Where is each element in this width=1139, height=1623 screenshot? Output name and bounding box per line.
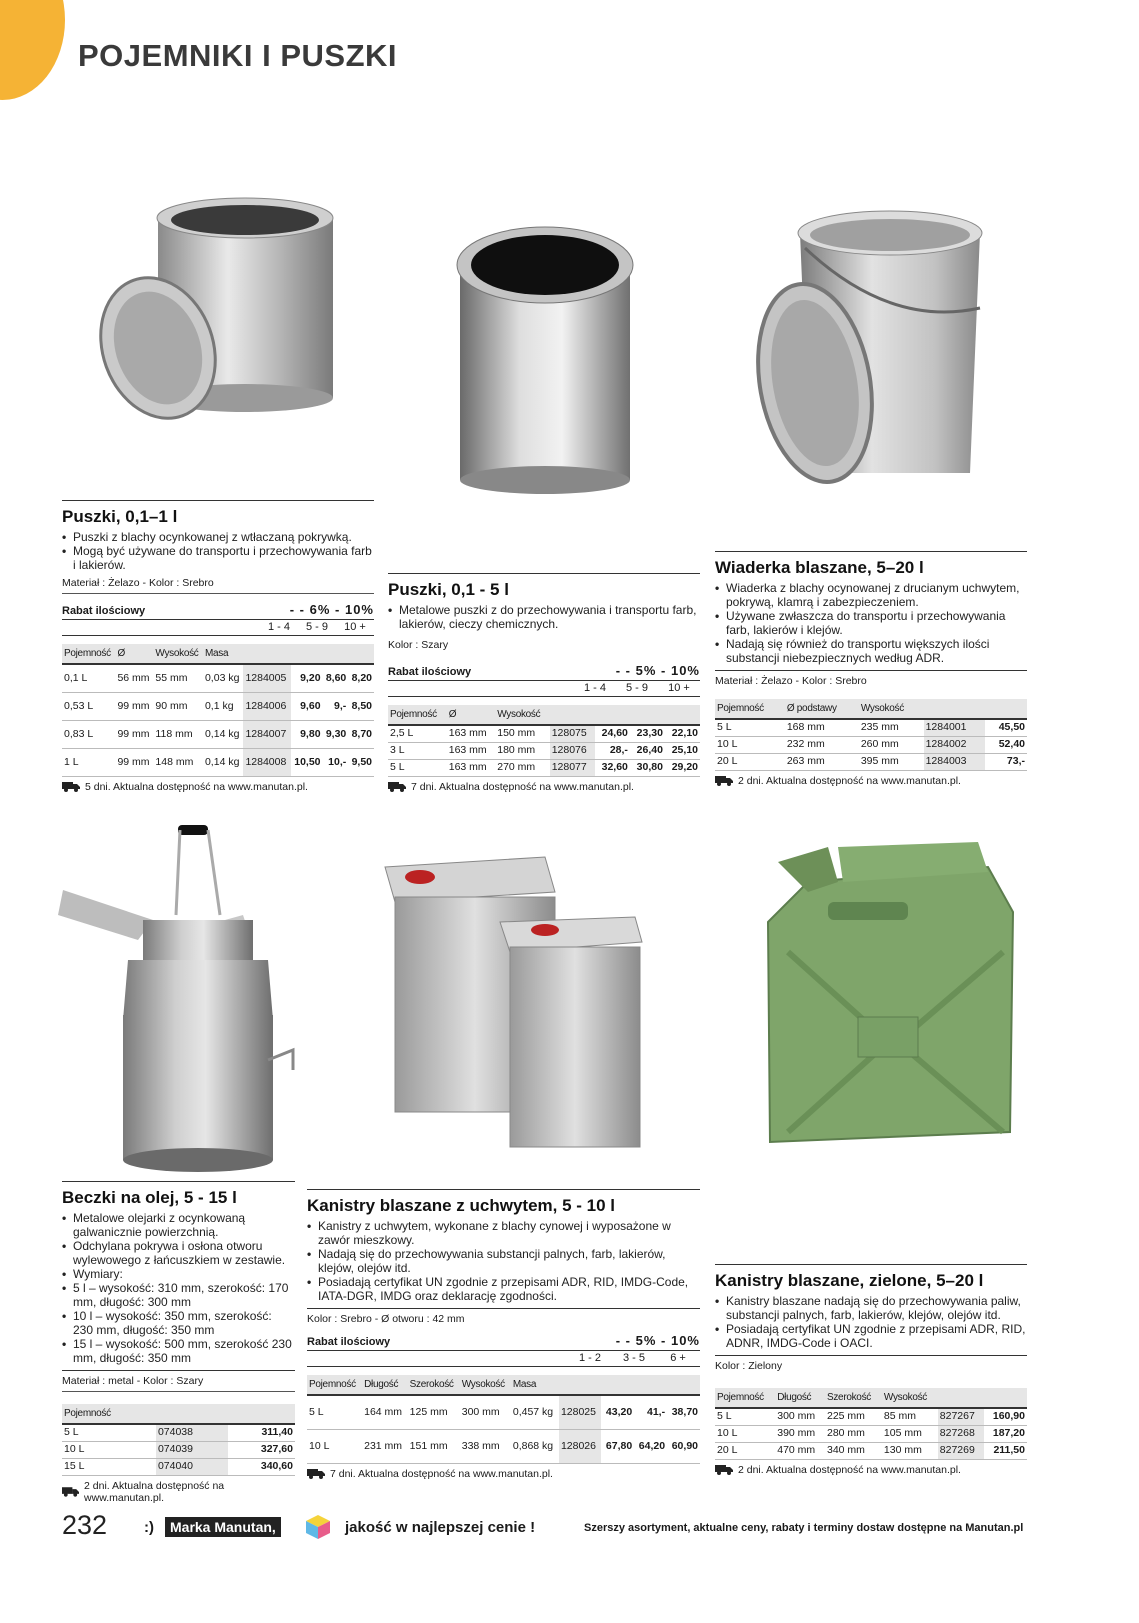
feature-item: • Posiadają certyfikat UN zgodnie z przepisami ADR, RID, IMDG-Code, IATA-DGR, IMDG oraz deklarację zgodności.	[307, 1275, 700, 1303]
delivery-text: 2 dni. Aktualna dostępność na www.manutan.pl.	[738, 1463, 961, 1476]
feature-item: • Używane zwłaszcza do transportu i przechowywania farb, lakierów i klejów.	[715, 609, 1027, 637]
col-header: Szerokość	[825, 1388, 882, 1408]
delivery-text: 2 dni. Aktualna dostępność na www.manutan.pl.	[738, 774, 961, 787]
col-header: Pojemność	[388, 705, 447, 725]
quality-slogan: jakość w najlepszej cenie !	[345, 1519, 536, 1536]
qty-tier: 5 - 9	[625, 682, 648, 694]
feature-item: • Posiadają certyfikat UN zgodnie z przepisami ADR, RID, ADNR, IMDG-Code i OACI.	[715, 1322, 1027, 1350]
corner-decoration	[0, 0, 65, 100]
truck-icon	[307, 1468, 325, 1479]
product-meta: Kolor : Szary	[388, 639, 449, 651]
discount: - 10%	[661, 1333, 700, 1348]
rabat-label: Rabat ilościowy	[307, 1336, 391, 1348]
qty-tier: 10 +	[344, 621, 366, 633]
product-title: Kanistry blaszane z uchwytem, 5 - 10 l	[307, 1189, 700, 1216]
table-header	[715, 699, 1027, 719]
green-jerrycan-image	[748, 842, 1018, 1157]
truck-icon	[62, 781, 80, 792]
feature-list	[388, 603, 700, 631]
product-title: Wiaderka blaszane, 5–20 l	[715, 551, 1027, 578]
qty-tier: 3 - 5	[622, 1352, 645, 1364]
qty-tier: 1 - 2	[578, 1352, 601, 1364]
table-row: 10 L 074039 327,60	[62, 1441, 295, 1458]
product-table	[715, 699, 1027, 771]
discount: - 10%	[335, 602, 374, 617]
table-header	[388, 705, 700, 725]
qty-tier: 10 +	[668, 682, 690, 694]
discount: -	[615, 1333, 622, 1348]
table-row: 5 L 168 mm 235 mm 1284001 45,50	[715, 719, 1027, 736]
table-row: 3 L 163 mm 180 mm 128076 28,- 26,40 25,10	[388, 742, 700, 759]
discount: - 6%	[299, 602, 331, 617]
product-table	[62, 1404, 295, 1476]
table-row: 10 L 232 mm 260 mm 1284002 52,40	[715, 736, 1027, 753]
page-footer	[62, 1510, 1072, 1550]
product-meta: Kolor : Srebro - Ø otworu : 42 mm	[307, 1308, 700, 1329]
product-puszki-small	[62, 500, 374, 793]
table-row: 15 L 074040 340,60	[62, 1458, 295, 1475]
feature-item: • 10 l – wysokość: 350 mm, szerokość: 230 mm, długość: 350 mm	[62, 1309, 295, 1337]
table-row: 10 L 390 mm 280 mm 105 mm 827268 187,20	[715, 1425, 1027, 1442]
feature-item: • Wiaderka z blachy ocynowanej z drucianym uchwytem, pokrywą, klamrą i zabezpieczeniem.	[715, 581, 1027, 609]
feature-item: • Metalowe olejarki z ocynkowaną galwanicznie powierzchnią.	[62, 1211, 295, 1239]
table-row: 1 L 99 mm 148 mm 0,14 kg 1284008 10,50 10,- 9,50	[62, 748, 374, 776]
product-title: Beczki na olej, 5 - 15 l	[62, 1181, 295, 1208]
col-header: Pojemność	[307, 1375, 362, 1395]
cube-icon	[305, 1514, 331, 1540]
col-header: Długość	[362, 1375, 408, 1395]
table-header	[62, 1404, 295, 1424]
product-meta: Materiał : Żelazo - Kolor : Srebro	[62, 577, 374, 594]
qty-tier: 1 - 4	[267, 621, 290, 633]
feature-list	[715, 581, 1027, 665]
tin-can-small-image	[88, 188, 348, 428]
feature-item: • Odchylana pokrywa i osłona otworu wylewowego z łańcuszkiem w zestawie.	[62, 1239, 295, 1267]
col-header: Masa	[511, 1375, 559, 1395]
product-title: Kanistry blaszane, zielone, 5–20 l	[715, 1264, 1027, 1291]
quantity-tiers	[62, 620, 374, 636]
col-header: Pojemność	[62, 1404, 156, 1424]
product-wiaderka	[715, 551, 1027, 787]
table-header	[715, 1388, 1027, 1408]
delivery-text: 5 dni. Aktualna dostępność na www.manutan.pl.	[85, 780, 308, 793]
table-row: 10 L 231 mm 151 mm 338 mm 0,868 kg 128026 67,80 64,20 60,90	[307, 1429, 700, 1463]
feature-list	[715, 1294, 1027, 1350]
product-meta: Materiał : metal - Kolor : Szary	[62, 1370, 295, 1392]
rabat-label: Rabat ilościowy	[388, 666, 472, 678]
product-puszki-large	[388, 573, 700, 793]
table-row: 5 L 163 mm 270 mm 128077 32,60 30,80 29,20	[388, 759, 700, 776]
feature-item: • Metalowe puszki z do przechowywania i transportu farb, lakierów, cieczy chemicznych.	[388, 603, 700, 631]
col-header: Wysokość	[153, 644, 203, 664]
delivery-text: 7 dni. Aktualna dostępność na www.manutan.pl.	[330, 1467, 553, 1480]
table-row: 5 L 300 mm 225 mm 85 mm 827267 160,90	[715, 1408, 1027, 1425]
product-title: Puszki, 0,1 - 5 l	[388, 573, 700, 600]
table-header	[307, 1375, 700, 1395]
col-header: Wysokość	[460, 1375, 511, 1395]
product-beczki	[62, 1181, 295, 1504]
feature-list	[62, 1211, 295, 1365]
delivery-info	[388, 781, 700, 793]
table-row: 2,5 L 163 mm 150 mm 128075 24,60 23,30 22,10	[388, 725, 700, 742]
product-table	[715, 1388, 1027, 1460]
product-table	[388, 705, 700, 777]
table-row: 20 L 470 mm 340 mm 130 mm 827269 211,50	[715, 1442, 1027, 1459]
discount: -	[615, 663, 622, 678]
table-row: 5 L 164 mm 125 mm 300 mm 0,457 kg 128025 43,20 41,- 38,70	[307, 1395, 700, 1429]
feature-item: • Wymiary:	[62, 1267, 295, 1281]
delivery-info	[62, 1480, 295, 1504]
quantity-discount-row	[388, 663, 700, 681]
oil-can-image	[58, 820, 303, 1180]
feature-item: • Nadają się do przechowywania substancji palnych, farb, lakierów, klejów, olejów itd.	[307, 1247, 700, 1275]
col-header: Wysokość	[495, 705, 549, 725]
qty-tier: 6 +	[670, 1352, 686, 1364]
product-table	[62, 644, 374, 777]
silver-canisters-image	[380, 852, 650, 1162]
rabat-label: Rabat ilościowy	[62, 605, 146, 617]
truck-icon	[388, 781, 406, 792]
col-header: Ø podstawy	[785, 699, 859, 719]
table-header	[62, 644, 374, 664]
product-meta: Materiał : Żelazo - Kolor : Srebro	[715, 670, 1027, 691]
feature-item: • Kanistry blaszane nadają się do przechowywania paliw, substancji palnych, farb, lakierów, klejów, olejów itd.	[715, 1294, 1027, 1322]
qty-tier: 1 - 4	[583, 682, 606, 694]
quantity-tiers	[388, 681, 700, 697]
feature-item: • Mogą być używane do transportu i przechowywania farb i lakierów.	[62, 544, 374, 572]
table-row: 0,1 L 56 mm 55 mm 0,03 kg 1284005 9,20 8,60 8,20	[62, 664, 374, 692]
feature-list	[307, 1219, 700, 1303]
metal-bucket-image	[745, 208, 1000, 508]
quantity-discount-row	[62, 602, 374, 620]
tin-can-large-image	[440, 215, 650, 495]
feature-item: • Puszki z blachy ocynkowanej z wtłaczaną pokrywką.	[62, 530, 374, 544]
col-header: Ø	[447, 705, 496, 725]
col-header: Pojemność	[62, 644, 115, 664]
delivery-info	[62, 781, 374, 793]
col-header: Wysokość	[882, 1388, 938, 1408]
delivery-info	[307, 1468, 700, 1480]
discount: - 5%	[625, 663, 657, 678]
truck-icon	[715, 1464, 733, 1475]
discount: -	[289, 602, 296, 617]
delivery-text: 7 dni. Aktualna dostępność na www.manutan.pl.	[411, 780, 634, 793]
col-header: Masa	[203, 644, 243, 664]
truck-icon	[715, 775, 733, 786]
col-header: Pojemność	[715, 699, 785, 719]
truck-icon	[62, 1486, 79, 1497]
quantity-discount-row	[307, 1333, 700, 1351]
feature-item: • 5 l – wysokość: 310 mm, szerokość: 170 mm, długość: 300 mm	[62, 1281, 295, 1309]
page-number: 232	[62, 1510, 108, 1540]
delivery-info	[715, 1464, 1027, 1476]
footer-info: Szerszy asortyment, aktualne ceny, rabaty i terminy dostaw dostępne na Manutan.pl	[584, 1522, 1024, 1534]
qty-tier: 5 - 9	[305, 621, 328, 633]
smiley-icon: :)	[144, 1519, 154, 1536]
col-header: Wysokość	[859, 699, 924, 719]
col-header: Długość	[775, 1388, 825, 1408]
page-title: POJEMNIKI I PUSZKI	[78, 38, 398, 73]
delivery-text: 2 dni. Aktualna dostępność na www.manutan.pl.	[84, 1479, 225, 1504]
table-row: 0,53 L 99 mm 90 mm 0,1 kg 1284006 9,60 9,- 8,50	[62, 692, 374, 720]
feature-item: • 15 l – wysokość: 500 mm, szerokość 230 mm, długość: 350 mm	[62, 1337, 295, 1365]
discount: - 5%	[625, 1333, 657, 1348]
product-table	[307, 1375, 700, 1464]
feature-list	[62, 530, 374, 572]
product-meta: Kolor : Zielony	[715, 1355, 1027, 1376]
table-row: 0,83 L 99 mm 118 mm 0,14 kg 1284007 9,80 9,30 8,70	[62, 720, 374, 748]
product-title: Puszki, 0,1–1 l	[62, 500, 374, 527]
col-header: Pojemność	[715, 1388, 775, 1408]
delivery-info	[715, 775, 1027, 787]
table-row: 20 L 263 mm 395 mm 1284003 73,-	[715, 753, 1027, 770]
feature-item: • Nadają się również do transportu większych ilości substancji niebezpiecznych według ADR.	[715, 637, 1027, 665]
feature-item: • Kanistry z uchwytem, wykonane z blachy cynowej i wyposażone w zawór mieszkowy.	[307, 1219, 700, 1247]
brand-label: Marka Manutan,	[165, 1517, 281, 1537]
product-kanistry-uchwyt	[307, 1189, 700, 1480]
product-kanistry-zielone	[715, 1264, 1027, 1476]
discount: - 10%	[661, 663, 700, 678]
col-header: Ø	[115, 644, 153, 664]
table-row: 5 L 074038 311,40	[62, 1424, 295, 1441]
col-header: Szerokość	[408, 1375, 460, 1395]
quantity-tiers	[307, 1351, 700, 1367]
